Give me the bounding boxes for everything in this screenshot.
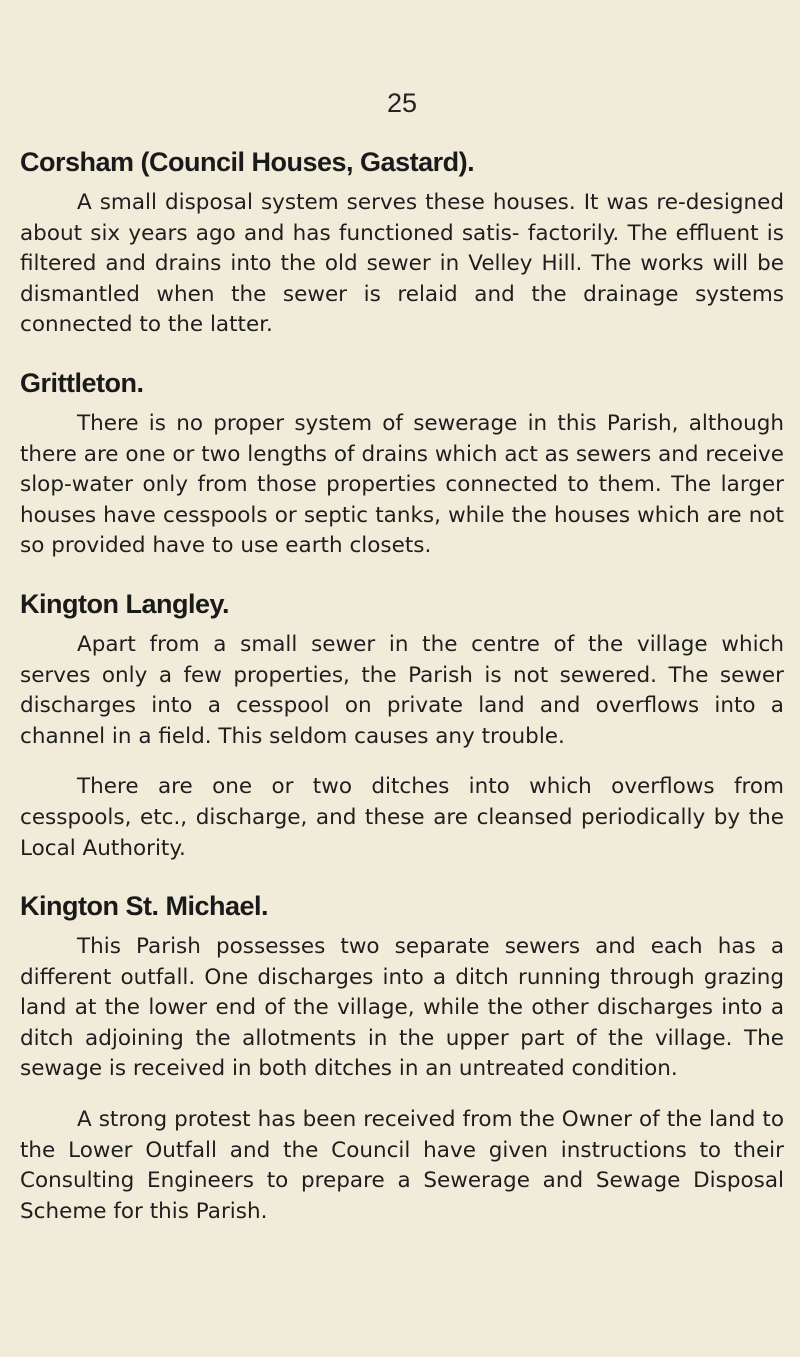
paragraph: Apart from a small sewer in the centre of the village which serves only a few properties, the Parish is not sewered. The sewer discharges into a cesspool on private land and overflows into a channel in a field. This seldom causes any trouble. xyxy=(20,631,784,749)
section-heading: Kington St. Michael. xyxy=(20,891,269,922)
section-kington-st-michael xyxy=(20,884,784,1227)
section-kington-langley xyxy=(20,582,784,864)
paragraph: This Parish possesses two separate sewers and each has a different outfall. One discharges into a ditch running through grazing land at the lower end of the village, while the other discharges into a ditch adjoining the allotments in the upper part of the village. The sewage is received in both ditches in an untreated condition. xyxy=(20,934,784,1082)
section-heading: Corsham (Council Houses, Gastard). xyxy=(20,147,475,177)
page-content xyxy=(20,140,784,1227)
section-grittleton xyxy=(20,361,784,562)
section-heading: Grittleton. xyxy=(20,367,144,398)
paragraph: A strong protest has been received from the Owner of the land to the Lower Outfall and the Council have given instructions to their Consulting Engineers to prepare a Sewerage and Sewage Disposal Scheme for this Parish. xyxy=(20,1107,784,1224)
paragraph: There are one or two ditches into which overflows from cesspools, etc., discharge, and these are cleansed periodically by the Local Authority. xyxy=(20,774,784,861)
page-number: 25 xyxy=(386,88,418,118)
paragraph: There is no proper system of sewerage in this Parish, although there are one or two lengths of drains which act as sewers and receive slop-water only from those properties connected to them. The larger houses have cesspools or septic tanks, while the houses which are not so provided have to use earth closets. xyxy=(20,410,784,559)
section-heading: Kington Langley. xyxy=(20,588,229,619)
section-corsham xyxy=(20,140,784,341)
paragraph: A small disposal system serves these houses. It was re-designed about six years ago and has functioned satis- factorily. The effluent is filtered and drains into the old sewer in Velley Hill. The works will be dismantled when the sewer is relaid and the drainage systems connected to the latter. xyxy=(20,190,784,338)
